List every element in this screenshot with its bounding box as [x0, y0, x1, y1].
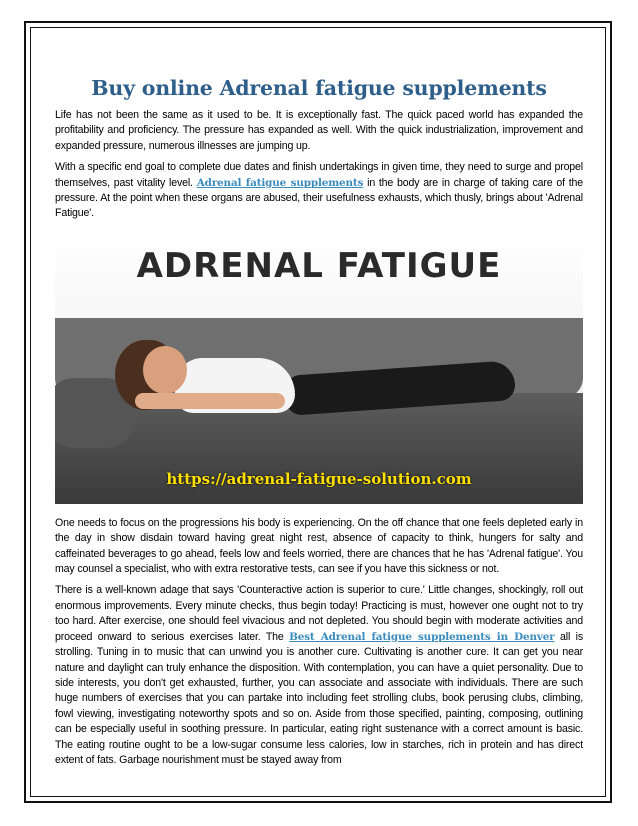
paragraph-3: One needs to focus on the progressions his body is experiencing. On the off chance that one feels depleted early in the day in show disdain toward having great night rest, absence of capacity to think, hungers for salty and caffeinated beverages to go ahead, feels low and feels worried, there are chances that he has 'Adrenal fatigue'. You may counsel a specialist, who with extra restorative tests, can see if you have this sickness or not.: [55, 516, 583, 576]
paragraph-2: [55, 160, 583, 222]
paragraph-2-text-b: in the body are in charge of taking care of the pressure. At the point when these organs are abused, their usefulness exhausts, which thusly, brings about 'Adrenal Fatigue'.: [55, 176, 584, 220]
photo-url-text: https://adrenal-fatigue-solution.com: [166, 469, 472, 488]
adrenal-fatigue-supplements-link[interactable]: Adrenal fatigue supplements: [196, 176, 364, 189]
document-content: [55, 76, 583, 774]
adrenal-fatigue-photo: [55, 228, 583, 504]
paragraph-1: Life has not been the same as it used to be. It is exceptionally fast. The quick paced world has expanded the profitability and proficiency. The pressure has expanded as well. With the quick industrialization, improvement and expanded pressure, numerous illnesses are jumping up.: [55, 109, 583, 152]
photo-title-text: ADRENAL FATIGUE: [136, 245, 502, 286]
paragraph-4-text-a: There is a well-known adage that says 'Counteractive action is superior to cure.' Little changes, shockingly, roll out enormous improvements. Every minute checks, thus begin today! Practicing is must, however one ought not to try too hard. After exercise, one should feel vivacious and not depleted. You should begin with moderate activities and proceed onward to serious exercises later. The: [55, 584, 583, 643]
woman-arm-shape: [135, 393, 285, 409]
best-adrenal-fatigue-supplements-denver-link[interactable]: Best Adrenal fatigue supplements in Denver: [289, 630, 555, 643]
page-title: Buy online Adrenal fatigue supplements: [91, 76, 547, 100]
paragraph-4: [55, 583, 583, 768]
paragraph-2-text-a: With a specific end goal to complete due dates and finish undertakings in given time, they need to surge and propel themselves, past vitality level.: [55, 161, 583, 189]
paragraph-4-text-b: all is strolling. Tuning in to music that can unwind you is another cure. Cultivating is another cure. It can get you near nature and daylight can truly enhance the disposition. With contemplation, you can have a quiet personality. Due to side interests, you don't get exhausted, further, you can associate and associate with individuals. There are such huge numbers of exercises that you can partake into including feet strolling clubs, book perusing clubs, climbing, fowl viewing, investigating noteworthy spots and so on. Aside from those specified, painting, composing, outlining can be especially useful in soothing pressure. In particular, eating right sustenance with a correct amount is basic. The eating routine ought to be a low-sugar consume less calories, low in starches, rich in protein and has direct extent of fats. Garbage nourishment must be stayed away from: [55, 630, 583, 766]
woman-head-shape: [143, 346, 187, 394]
